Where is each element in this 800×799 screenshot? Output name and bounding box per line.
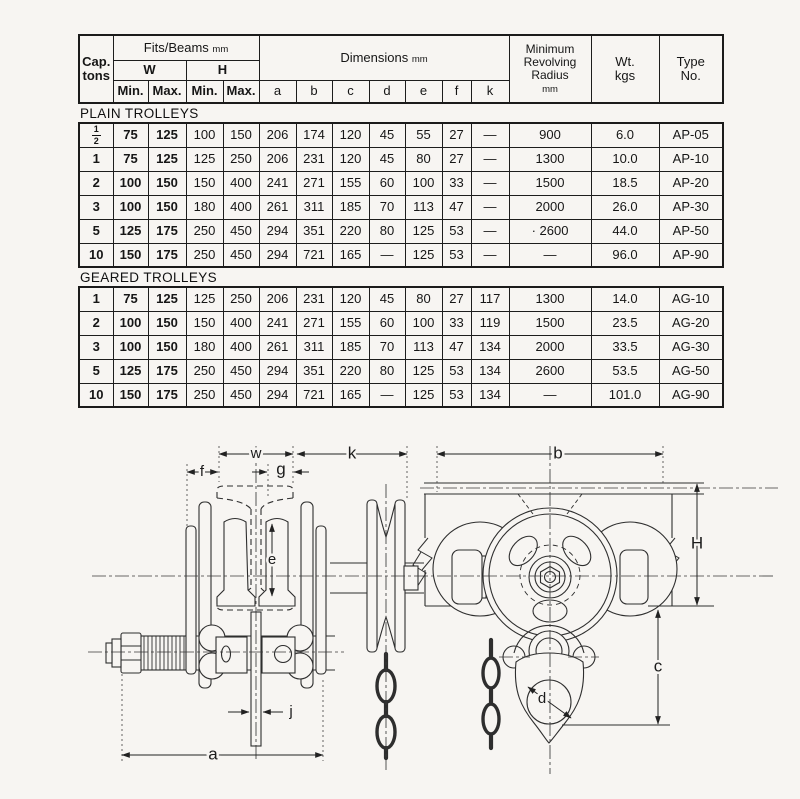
spec-cell: AG-10 (659, 287, 723, 311)
section-title-geared-trolleys: GEARED TROLLEYS (80, 270, 218, 285)
weight-label-line2: kgs (614, 68, 636, 83)
spec-cell: 5 (79, 219, 113, 243)
spec-cell: — (471, 147, 509, 171)
spec-cell: 150 (223, 123, 259, 147)
col-header-weight (591, 35, 659, 103)
spec-cell: 180 (186, 195, 223, 219)
col-header-dim-d: d (369, 80, 405, 103)
dimensions-label: Dimensions (340, 49, 409, 65)
spec-cell: AP-05 (659, 123, 723, 147)
spec-cell: 125 (405, 383, 442, 407)
col-header-dim-b: b (296, 80, 332, 103)
spec-cell: 3 (79, 195, 113, 219)
spec-cell: 175 (148, 219, 186, 243)
spec-cell: 261 (259, 335, 296, 359)
spec-cell: AG-90 (659, 383, 723, 407)
spec-cell: 231 (296, 147, 332, 171)
spec-cell: 1300 (509, 147, 591, 171)
spec-cell: 33.5 (591, 335, 659, 359)
spec-cell: 14.0 (591, 287, 659, 311)
trolley-wheel-left (217, 519, 255, 607)
spec-cell: 100 (113, 171, 148, 195)
spec-cell: 165 (332, 243, 369, 267)
spec-cell: 721 (296, 243, 332, 267)
spec-cell: 125 (113, 219, 148, 243)
spec-cell: 2 (79, 311, 113, 335)
spec-cell: 351 (296, 219, 332, 243)
dim-label-g: g (276, 459, 286, 479)
spec-cell: 294 (259, 383, 296, 407)
spec-cell: 250 (186, 219, 223, 243)
spec-cell: 80 (405, 147, 442, 171)
spec-cell: 400 (223, 311, 259, 335)
spec-cell: 220 (332, 359, 369, 383)
fits-beams-unit: mm (212, 43, 229, 55)
spec-cell: 2000 (509, 335, 591, 359)
spec-cell: — (471, 123, 509, 147)
spec-cell: — (471, 195, 509, 219)
col-header-w-max: Max. (148, 80, 186, 103)
spec-cell: 150 (113, 243, 148, 267)
fits-beams-label: Fits/Beams (143, 39, 209, 55)
spec-cell: 175 (148, 383, 186, 407)
capacity-label-line2: tons (82, 68, 110, 83)
spec-cell: 231 (296, 287, 332, 311)
spec-cell: 44.0 (591, 219, 659, 243)
spec-cell: 6.0 (591, 123, 659, 147)
spec-cell: 134 (471, 335, 509, 359)
spec-cell: 185 (332, 335, 369, 359)
spec-cell: 113 (405, 195, 442, 219)
radius-label-line3: Radius (531, 67, 569, 82)
spec-cell: 80 (405, 287, 442, 311)
spec-cell: 26.0 (591, 195, 659, 219)
spec-cell: 125 (405, 359, 442, 383)
spec-cell: 100 (113, 335, 148, 359)
trolley-wheel-right (259, 519, 295, 607)
spec-cell: 125 (148, 287, 186, 311)
spec-cell: 400 (223, 195, 259, 219)
spec-cell: — (369, 383, 405, 407)
col-header-dim-k: k (471, 80, 509, 103)
spec-cell: AP-90 (659, 243, 723, 267)
spec-cell: 271 (296, 171, 332, 195)
section-title-plain-trolleys: PLAIN TROLLEYS (80, 106, 199, 121)
spec-cell: 53.5 (591, 359, 659, 383)
col-header-w: W (113, 60, 186, 80)
spec-cell: 311 (296, 195, 332, 219)
spec-cell: 174 (296, 123, 332, 147)
spec-cell: — (471, 243, 509, 267)
spec-cell: 206 (259, 123, 296, 147)
dimensions-unit: mm (411, 53, 428, 65)
dim-label-b: b (553, 443, 563, 463)
spec-cell: 175 (148, 359, 186, 383)
spec-cell: AP-50 (659, 219, 723, 243)
spec-cell: 294 (259, 219, 296, 243)
col-header-h-min: Min. (186, 80, 223, 103)
geared-trolley-side-view (418, 483, 704, 743)
spec-cell: 721 (296, 383, 332, 407)
spec-cell: 2 (79, 171, 113, 195)
col-header-dim-c: c (332, 80, 369, 103)
plain-trolleys-table (78, 122, 724, 268)
spec-cell: AG-30 (659, 335, 723, 359)
type-label-line2: No. (680, 68, 701, 83)
spec-cell: 206 (259, 147, 296, 171)
spec-cell: 10.0 (591, 147, 659, 171)
radius-label-line1: Minimum (525, 41, 575, 56)
spec-cell: 311 (296, 335, 332, 359)
spec-cell: 75 (113, 147, 148, 171)
spec-cell: 180 (186, 335, 223, 359)
weight-label-line1: Wt. (615, 54, 635, 70)
table-row (79, 123, 723, 147)
spec-cell: 70 (369, 195, 405, 219)
spec-cell: 120 (332, 287, 369, 311)
spec-cell: 117 (471, 287, 509, 311)
spec-cell: AG-50 (659, 359, 723, 383)
spec-cell: 150 (186, 171, 223, 195)
spec-cell: 250 (186, 243, 223, 267)
spec-cell: 150 (113, 383, 148, 407)
spec-cell: 10 (79, 383, 113, 407)
spec-cell: 125 (405, 243, 442, 267)
spec-cell: 75 (113, 287, 148, 311)
spec-cell: 80 (369, 219, 405, 243)
geared-trolleys-table (78, 286, 724, 408)
radius-unit: mm (542, 84, 558, 96)
spec-cell: 100 (405, 311, 442, 335)
table-row (79, 147, 723, 171)
col-header-capacity (79, 35, 113, 103)
table-row (79, 383, 723, 407)
table-row (79, 311, 723, 335)
table-row (79, 219, 723, 243)
spec-cell: 10 (79, 243, 113, 267)
spec-cell: 261 (259, 195, 296, 219)
dim-label-e: e (267, 550, 277, 568)
spec-cell: 120 (332, 147, 369, 171)
spec-cell: — (369, 243, 405, 267)
spec-table-block (78, 34, 726, 408)
spec-cell: 100 (113, 311, 148, 335)
spec-header-table (78, 34, 724, 104)
spec-cell: 27 (442, 123, 471, 147)
dim-label-w: w (250, 444, 262, 462)
spec-cell: $\frac{1}{2}$ (79, 123, 113, 147)
spec-cell: 351 (296, 359, 332, 383)
spec-cell: 60 (369, 171, 405, 195)
spec-cell: 33 (442, 311, 471, 335)
spec-cell: 33 (442, 171, 471, 195)
spec-cell: — (509, 383, 591, 407)
spec-cell: 125 (186, 147, 223, 171)
spec-cell: 55 (405, 123, 442, 147)
table-row (79, 171, 723, 195)
spec-cell: 47 (442, 335, 471, 359)
spec-cell: 70 (369, 335, 405, 359)
spec-cell: 241 (259, 171, 296, 195)
spec-cell: 250 (186, 383, 223, 407)
spec-cell: 3 (79, 335, 113, 359)
spec-cell: AG-20 (659, 311, 723, 335)
table-row (79, 287, 723, 311)
spec-cell: 900 (509, 123, 591, 147)
spec-cell: AP-20 (659, 171, 723, 195)
spec-cell: — (471, 171, 509, 195)
dim-label-j: j (289, 702, 293, 720)
spec-cell: 45 (369, 123, 405, 147)
spec-cell: 134 (471, 383, 509, 407)
spec-cell: 100 (113, 195, 148, 219)
spec-cell: 241 (259, 311, 296, 335)
spec-cell: 125 (113, 359, 148, 383)
spec-cell: 53 (442, 219, 471, 243)
spec-cell: 1 (79, 147, 113, 171)
spec-cell: 120 (332, 123, 369, 147)
spec-cell: 400 (223, 171, 259, 195)
spec-cell: 155 (332, 171, 369, 195)
spec-cell: — (509, 243, 591, 267)
spec-cell: 185 (332, 195, 369, 219)
spec-cell: 45 (369, 287, 405, 311)
spec-cell: 250 (186, 359, 223, 383)
spec-cell: 2000 (509, 195, 591, 219)
spec-cell: 125 (405, 219, 442, 243)
spec-cell: 155 (332, 311, 369, 335)
spec-cell: 150 (148, 311, 186, 335)
spec-cell: 53 (442, 243, 471, 267)
table-row (79, 335, 723, 359)
col-header-h: H (186, 60, 259, 80)
spec-cell: 450 (223, 219, 259, 243)
dim-label-H: H (690, 533, 704, 553)
spec-cell: 250 (223, 287, 259, 311)
spec-cell: 119 (471, 311, 509, 335)
spec-cell: 271 (296, 311, 332, 335)
spec-cell: 1 (79, 287, 113, 311)
spec-cell: 45 (369, 147, 405, 171)
spec-cell: 125 (148, 147, 186, 171)
spec-cell: 75 (113, 123, 148, 147)
spec-cell: 27 (442, 147, 471, 171)
spec-cell: 113 (405, 335, 442, 359)
table-row (79, 195, 723, 219)
col-header-h-max: Max. (223, 80, 259, 103)
spec-cell: 150 (148, 195, 186, 219)
spec-cell: 150 (148, 335, 186, 359)
spec-cell: 18.5 (591, 171, 659, 195)
spec-cell: 125 (148, 123, 186, 147)
dim-label-a: a (208, 744, 218, 764)
capacity-label-line1: Cap. (82, 54, 111, 70)
col-header-type (659, 35, 723, 103)
spec-cell: 450 (223, 243, 259, 267)
spec-cell: · 2600 (509, 219, 591, 243)
spec-cell: — (471, 219, 509, 243)
spec-cell: 5 (79, 359, 113, 383)
table-row (79, 359, 723, 383)
spec-cell: 150 (148, 171, 186, 195)
spec-cell: 60 (369, 311, 405, 335)
spec-cell: 294 (259, 243, 296, 267)
spec-cell: 80 (369, 359, 405, 383)
radius-label-line2: Revolving (523, 54, 577, 69)
spec-cell: 165 (332, 383, 369, 407)
dim-label-k: k (347, 443, 357, 463)
spec-cell: 125 (186, 287, 223, 311)
spec-cell: 100 (405, 171, 442, 195)
spec-cell: 1500 (509, 311, 591, 335)
spec-cell: 47 (442, 195, 471, 219)
spec-cell: 400 (223, 335, 259, 359)
spec-cell: AP-30 (659, 195, 723, 219)
trolley-technical-drawing (0, 440, 800, 790)
dim-label-d: d (537, 689, 547, 707)
spec-cell: 450 (223, 383, 259, 407)
spec-cell: 294 (259, 359, 296, 383)
spec-cell: 23.5 (591, 311, 659, 335)
col-header-fits-beams (113, 35, 259, 60)
col-header-dim-a: a (259, 80, 296, 103)
spec-cell: AP-10 (659, 147, 723, 171)
dim-label-c: c (653, 656, 663, 676)
col-header-dim-f: f (442, 80, 471, 103)
dim-label-f: f (199, 462, 205, 480)
col-header-revolving-radius (509, 35, 591, 103)
spec-cell: 53 (442, 383, 471, 407)
spec-cell: 175 (148, 243, 186, 267)
spec-cell: 101.0 (591, 383, 659, 407)
spec-cell: 1500 (509, 171, 591, 195)
col-header-dim-e: e (405, 80, 442, 103)
spec-cell: 150 (186, 311, 223, 335)
spec-cell: 1300 (509, 287, 591, 311)
shaft-nut (121, 633, 141, 673)
table-row (79, 243, 723, 267)
spec-cell: 220 (332, 219, 369, 243)
spec-cell: 100 (186, 123, 223, 147)
col-header-dimensions (259, 35, 509, 80)
type-label-line1: Type (676, 54, 705, 70)
spec-cell: 53 (442, 359, 471, 383)
spec-cell: 206 (259, 287, 296, 311)
spec-cell: 96.0 (591, 243, 659, 267)
spec-cell: 2600 (509, 359, 591, 383)
spec-cell: 134 (471, 359, 509, 383)
spec-cell: 250 (223, 147, 259, 171)
spec-cell: 27 (442, 287, 471, 311)
load-shackle (515, 653, 583, 743)
spec-cell: 450 (223, 359, 259, 383)
col-header-w-min: Min. (113, 80, 148, 103)
